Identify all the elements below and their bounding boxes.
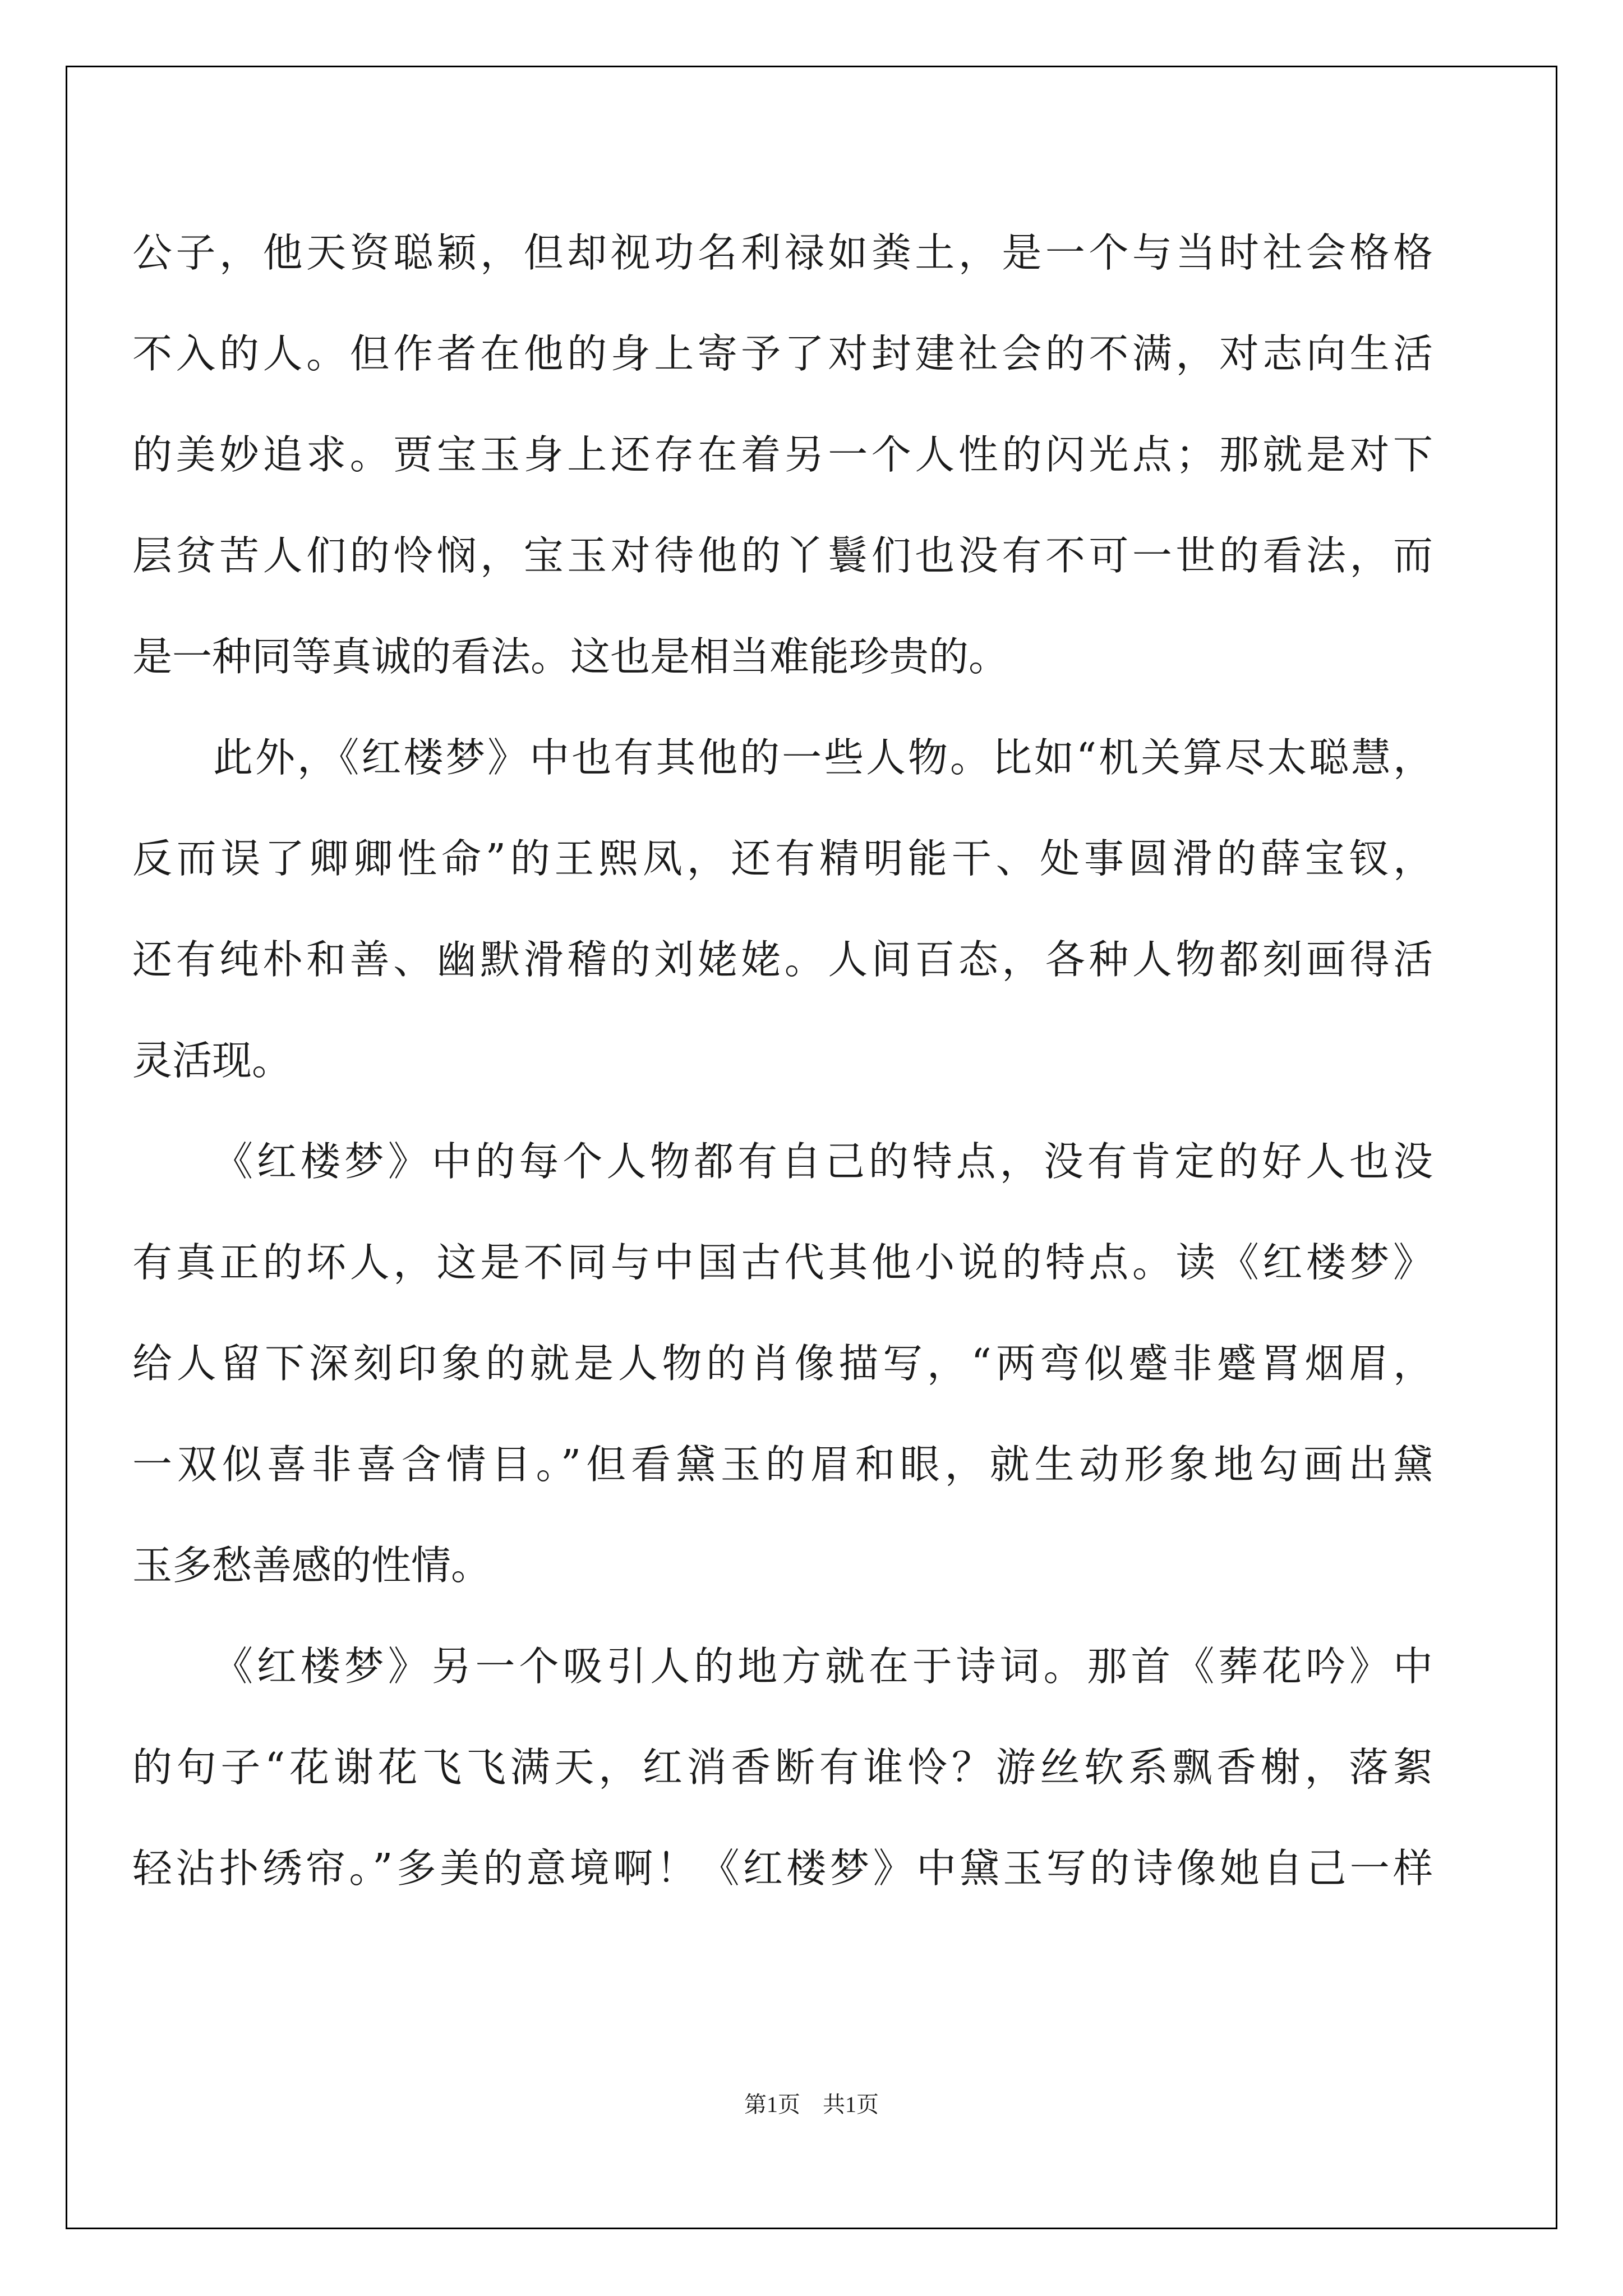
text-line: 轻沾扑绣帘。”多美的意境啊！《红楼梦》中黛玉写的诗像她自己一样 — [132, 1845, 1433, 1892]
page-footer — [0, 2087, 1623, 2119]
text-line: 还有纯朴和善、幽默滑稽的刘姥姥。人间百态，各种人物都刻画得活 — [132, 936, 1433, 983]
text-line: 反而误了卿卿性命”的王熙凤，还有精明能干、处事圆滑的薛宝钗， — [132, 835, 1433, 882]
text-line: 公子，他天资聪颖，但却视功名利禄如粪土，是一个与当时社会格格 — [132, 229, 1433, 276]
text-line: 此外，《红楼梦》中也有其他的一些人物。比如“机关算尽太聪慧， — [213, 734, 1433, 781]
text-line: 的美妙追求。贾宝玉身上还存在着另一个人性的闪光点；那就是对下 — [132, 431, 1433, 478]
text-line: 一双似喜非喜含情目。”但看黛玉的眉和眼，就生动形象地勾画出黛 — [132, 1441, 1433, 1488]
document-body — [132, 203, 1433, 1919]
text-line: 灵活现。 — [132, 1037, 292, 1084]
text-line: 是一种同等真诚的看法。这也是相当难能珍贵的。 — [132, 633, 1009, 680]
text-line: 给人留下深刻印象的就是人物的肖像描写，“两弯似蹙非蹙罥烟眉， — [132, 1340, 1433, 1387]
page-number: 第1页 — [744, 2092, 800, 2117]
text-line: 的句子“花谢花飞飞满天，红消香断有谁怜？游丝软系飘香榭，落絮 — [132, 1744, 1433, 1791]
text-line: 不入的人。但作者在他的身上寄予了对封建社会的不满，对志向生活 — [132, 330, 1433, 377]
text-line: 有真正的坏人，这是不同与中国古代其他小说的特点。读《红楼梦》 — [132, 1239, 1433, 1286]
text-line: 《红楼梦》中的每个人物都有自己的特点，没有肯定的好人也没 — [213, 1138, 1433, 1185]
page-total: 共1页 — [823, 2092, 879, 2117]
text-line: 层贫苦人们的怜悯，宝玉对待他的丫鬟们也没有不可一世的看法，而 — [132, 532, 1433, 579]
text-line: 玉多愁善感的性情。 — [132, 1542, 491, 1589]
text-line: 《红楼梦》另一个吸引人的地方就在于诗词。那首《葬花吟》中 — [213, 1643, 1433, 1690]
